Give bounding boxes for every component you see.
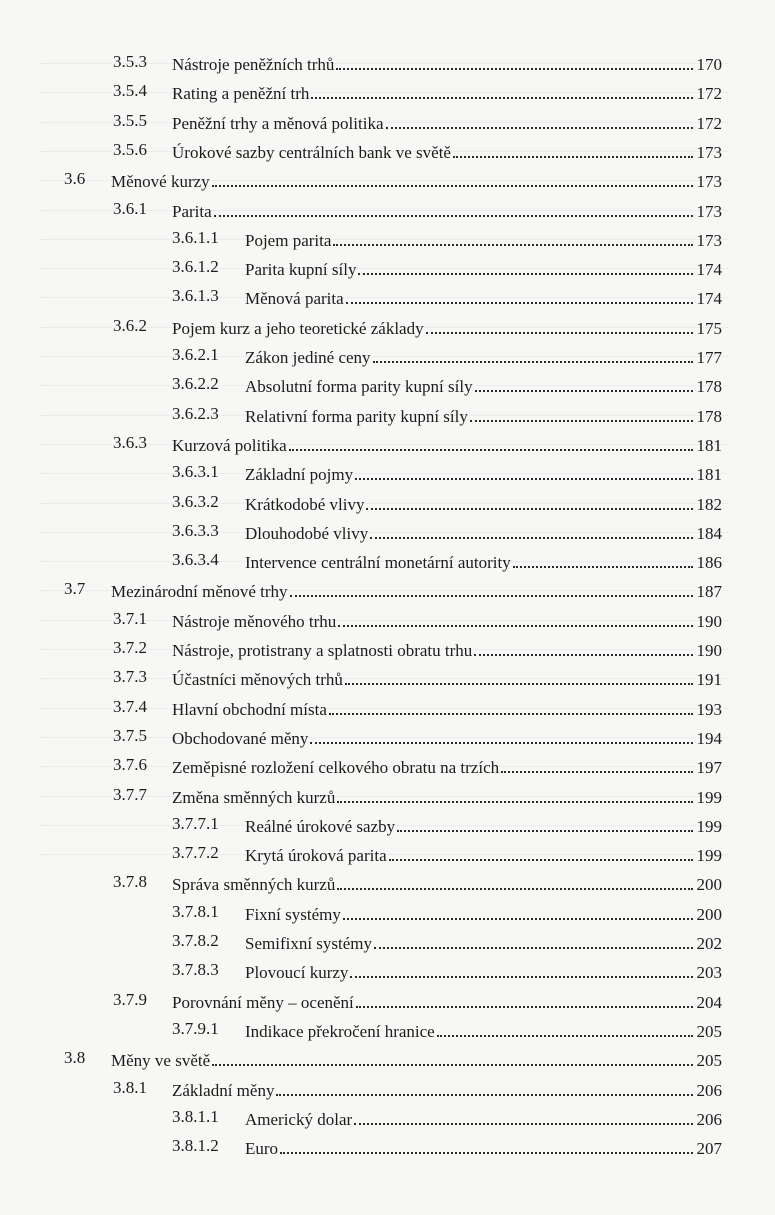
toc-entry	[0, 399, 775, 429]
toc-entry-page: 191	[696, 670, 722, 689]
toc-entry-number: 3.7.9.1	[172, 1019, 219, 1038]
dot-leader	[345, 662, 693, 685]
toc-entry-line	[245, 926, 722, 956]
toc-entry	[0, 1131, 775, 1161]
toc-entry-line	[245, 516, 722, 546]
toc-entry-line	[245, 223, 722, 253]
dot-leader	[356, 985, 693, 1008]
toc-entry-line	[172, 750, 722, 780]
toc-entry-number: 3.6.3.2	[172, 492, 219, 511]
dot-leader	[366, 487, 693, 510]
toc-entry	[0, 692, 775, 722]
toc-entry-number: 3.7.7.1	[172, 814, 219, 833]
toc-entry-line	[111, 164, 722, 194]
toc-entry-line	[245, 955, 722, 985]
toc-entry-line	[172, 867, 722, 897]
toc-entry	[0, 1014, 775, 1044]
toc-entry-number: 3.5.3	[113, 52, 147, 71]
dot-leader	[426, 311, 693, 334]
toc-entry-page: 190	[696, 612, 722, 631]
dot-leader	[333, 223, 693, 246]
toc-entry-title: Absolutní forma parity kupní síly	[245, 377, 473, 396]
toc-entry-line	[172, 985, 722, 1015]
toc-entry	[0, 281, 775, 311]
dot-leader	[212, 164, 693, 187]
toc-entry	[0, 1102, 775, 1132]
toc-entry	[0, 106, 775, 136]
toc-entry-number: 3.7.8.3	[172, 960, 219, 979]
toc-entry-number: 3.7.6	[113, 755, 147, 774]
toc-entry-line	[172, 76, 722, 106]
toc-entry-page: 197	[696, 758, 722, 777]
toc-entry-line	[172, 721, 722, 751]
dot-leader	[437, 1014, 693, 1037]
dot-leader	[350, 955, 693, 978]
dot-leader	[336, 47, 693, 70]
toc-entry-title: Nástroje, protistrany a splatnosti obratu trhu	[172, 641, 473, 660]
toc-entry-number: 3.6.2	[113, 316, 147, 335]
toc-entry-page: 170	[696, 55, 722, 74]
toc-entry-line	[245, 399, 722, 429]
toc-entry	[0, 604, 775, 634]
dot-leader	[453, 135, 693, 158]
toc-entry-number: 3.6.3	[113, 433, 147, 452]
toc-entry-line	[172, 106, 722, 136]
toc-entry-number: 3.7	[64, 579, 86, 598]
dot-leader	[373, 340, 693, 363]
toc-entry	[0, 838, 775, 868]
toc-entry-page: 205	[696, 1051, 722, 1070]
toc-entry-line	[172, 692, 722, 722]
toc-entry-title: Relativní forma parity kupní síly	[245, 407, 468, 426]
toc-entry	[0, 47, 775, 77]
toc-entry-page: 178	[696, 377, 722, 396]
dot-leader	[370, 516, 693, 539]
toc-entry-number: 3.6.2.3	[172, 404, 219, 423]
toc-entry-title: Základní měny	[172, 1081, 275, 1100]
toc-entry-number: 3.7.5	[113, 726, 147, 745]
toc-entry	[0, 545, 775, 575]
toc-entry-title: Účastníci měnových trhů	[172, 670, 343, 689]
toc-entry-line	[172, 1073, 722, 1103]
dot-leader	[337, 867, 693, 890]
toc-entry	[0, 750, 775, 780]
toc-entry-title: Kurzová politika	[172, 436, 287, 455]
toc-entry-number: 3.6.2.1	[172, 345, 219, 364]
toc-entry-title: Americký dolar	[245, 1110, 353, 1129]
toc-entry-title: Plovoucí kurzy	[245, 963, 349, 982]
toc-entry-page: 205	[696, 1022, 722, 1041]
toc-entry-page: 206	[696, 1081, 722, 1100]
toc-entry-line	[245, 340, 722, 370]
toc-entry	[0, 457, 775, 487]
toc-entry-number: 3.5.5	[113, 111, 147, 130]
toc-entry-title: Parita kupní síly	[245, 260, 357, 279]
toc-entry-page: 172	[696, 114, 722, 133]
toc-entry-title: Parita	[172, 202, 212, 221]
dot-leader	[280, 1131, 693, 1154]
toc-entry-page: 173	[696, 143, 722, 162]
toc-entry-line	[245, 1014, 722, 1044]
dot-leader	[513, 545, 693, 568]
toc-entry-number: 3.6	[64, 169, 86, 188]
toc-entry-page: 175	[696, 319, 722, 338]
toc-entry-number: 3.7.3	[113, 667, 147, 686]
toc-entry	[0, 809, 775, 839]
toc-entry-title: Porovnání měny – ocenění	[172, 993, 354, 1012]
dot-leader	[470, 399, 693, 422]
toc-entry-page: 181	[696, 465, 722, 484]
toc-entry-line	[245, 809, 722, 839]
toc-entry-number: 3.7.9	[113, 990, 147, 1009]
dot-leader	[343, 897, 693, 920]
dot-leader	[276, 1073, 693, 1096]
toc-entry-page: 172	[696, 84, 722, 103]
toc-entry-line	[245, 545, 722, 575]
toc-entry-title: Krátkodobé vlivy	[245, 495, 365, 514]
toc-entry-title: Mezinárodní měnové trhy	[111, 582, 288, 601]
toc-entry-page: 203	[696, 963, 722, 982]
toc-entry-page: 207	[696, 1139, 722, 1158]
toc-entry-line	[172, 311, 722, 341]
toc-entry	[0, 926, 775, 956]
toc-entry-number: 3.8.1.1	[172, 1107, 219, 1126]
dot-leader	[289, 428, 693, 451]
toc-entry-title: Měny ve světě	[111, 1051, 211, 1070]
toc-entry-title: Nástroje měnového trhu	[172, 612, 337, 631]
toc-entry-title: Semifixní systémy	[245, 934, 373, 953]
toc-entry-page: 206	[696, 1110, 722, 1129]
toc-entry-page: 174	[696, 289, 722, 308]
toc-entry-line	[245, 1102, 722, 1132]
toc-entry-page: 199	[696, 788, 722, 807]
dot-leader	[475, 369, 693, 392]
toc-entry-line	[245, 897, 722, 927]
toc-entry-title: Hlavní obchodní místa	[172, 700, 327, 719]
toc-entry-number: 3.7.2	[113, 638, 147, 657]
toc-entry-title: Změna směnných kurzů	[172, 788, 336, 807]
dot-leader	[329, 692, 693, 715]
toc-entry	[0, 516, 775, 546]
toc-entry-title: Dlouhodobé vlivy	[245, 524, 369, 543]
toc-entry-page: 200	[696, 905, 722, 924]
dot-leader	[214, 194, 693, 217]
toc-entry-number: 3.7.7.2	[172, 843, 219, 862]
toc-entry-number: 3.7.8.1	[172, 902, 219, 921]
toc-entry-page: 193	[696, 700, 722, 719]
toc-entry-number: 3.6.3.4	[172, 550, 219, 569]
toc-entry	[0, 633, 775, 663]
toc-entry-page: 199	[696, 846, 722, 865]
toc-entry-number: 3.6.3.1	[172, 462, 219, 481]
toc-entry-title: Pojem kurz a jeho teoretické základy	[172, 319, 424, 338]
toc-entry-number: 3.6.1.3	[172, 286, 219, 305]
toc-entry	[0, 985, 775, 1015]
toc-entry	[0, 135, 775, 165]
toc-entry	[0, 1043, 775, 1073]
toc-entry-number: 3.7.1	[113, 609, 147, 628]
dot-leader	[374, 926, 693, 949]
toc-entry-line	[172, 194, 722, 224]
toc-entry-number: 3.6.1	[113, 199, 147, 218]
toc-entry-line	[245, 369, 722, 399]
toc-entry-number: 3.6.1.2	[172, 257, 219, 276]
toc-entry-number: 3.8	[64, 1048, 86, 1067]
toc-entry-line	[172, 428, 722, 458]
dot-leader	[389, 838, 693, 861]
toc-entry-page: 190	[696, 641, 722, 660]
toc-entry	[0, 340, 775, 370]
dot-leader	[355, 457, 693, 480]
toc-entry	[0, 223, 775, 253]
toc-entry-title: Správa směnných kurzů	[172, 875, 336, 894]
toc-entry	[0, 428, 775, 458]
toc-entry	[0, 164, 775, 194]
toc-entry-page: 202	[696, 934, 722, 953]
toc-entry-page: 177	[696, 348, 722, 367]
toc-entry-line	[245, 487, 722, 517]
toc-entry	[0, 487, 775, 517]
dot-leader	[346, 281, 693, 304]
toc-entry-line	[172, 662, 722, 692]
toc-entry-page: 173	[696, 231, 722, 250]
dot-leader	[354, 1102, 693, 1125]
dot-leader	[310, 721, 693, 744]
toc-entry	[0, 721, 775, 751]
toc-entry	[0, 867, 775, 897]
dot-leader	[397, 809, 693, 832]
toc-entry-line	[172, 135, 722, 165]
toc-entry-number: 3.7.8	[113, 872, 147, 891]
toc-entry-title: Intervence centrální monetární autority	[245, 553, 511, 572]
dot-leader	[311, 76, 693, 99]
toc-entry-title: Pojem parita	[245, 231, 332, 250]
dot-leader	[290, 574, 693, 597]
toc-entry-page: 186	[696, 553, 722, 572]
toc-entry-title: Obchodované měny	[172, 729, 309, 748]
toc-entry	[0, 252, 775, 282]
toc-entry	[0, 369, 775, 399]
toc-entry-title: Nástroje peněžních trhů	[172, 55, 335, 74]
dot-leader	[501, 750, 693, 773]
toc-entry	[0, 311, 775, 341]
toc-entry-page: 174	[696, 260, 722, 279]
toc-entry-page: 204	[696, 993, 722, 1012]
dot-leader	[386, 106, 694, 129]
toc-entry-page: 184	[696, 524, 722, 543]
toc-entry-title: Peněžní trhy a měnová politika	[172, 114, 384, 133]
toc-entry	[0, 574, 775, 604]
toc-entry-number: 3.7.4	[113, 697, 147, 716]
toc-entry-number: 3.5.6	[113, 140, 147, 159]
toc-entry-number: 3.8.1.2	[172, 1136, 219, 1155]
toc-entry	[0, 662, 775, 692]
toc-entry-page: 178	[696, 407, 722, 426]
toc-entry-title: Rating a peněžní trh	[172, 84, 310, 103]
toc-entry-page: 182	[696, 495, 722, 514]
toc-entry-page: 199	[696, 817, 722, 836]
toc-entry	[0, 780, 775, 810]
toc-entry-line	[172, 47, 722, 77]
toc-entry-page: 187	[696, 582, 722, 601]
toc-entry-page: 194	[696, 729, 722, 748]
toc-entry-number: 3.5.4	[113, 81, 147, 100]
dot-leader	[337, 780, 693, 803]
toc-entry-title: Krytá úroková parita	[245, 846, 387, 865]
toc-entry-title: Euro	[245, 1139, 279, 1158]
toc-entry-number: 3.6.2.2	[172, 374, 219, 393]
toc-entry-title: Základní pojmy	[245, 465, 354, 484]
toc-entry-page: 173	[696, 172, 722, 191]
toc-entry-line	[172, 604, 722, 634]
toc-entry-number: 3.6.3.3	[172, 521, 219, 540]
dot-leader	[474, 633, 693, 656]
toc-entry-number: 3.6.1.1	[172, 228, 219, 247]
dot-leader	[212, 1043, 693, 1066]
toc-entry-line	[245, 1131, 722, 1161]
toc-entry-number: 3.7.8.2	[172, 931, 219, 950]
toc-entry-page: 181	[696, 436, 722, 455]
toc-entry-title: Indikace překročení hranice	[245, 1022, 435, 1041]
dot-leader	[358, 252, 693, 275]
toc-entry-line	[111, 1043, 722, 1073]
toc-entry-line	[245, 838, 722, 868]
toc-entry-title: Měnové kurzy	[111, 172, 210, 191]
toc-entry	[0, 194, 775, 224]
toc-entry-line	[172, 780, 722, 810]
toc-entry-line	[245, 252, 722, 282]
toc-entry-line	[245, 281, 722, 311]
toc-entry-line	[111, 574, 722, 604]
toc-entry-title: Fixní systémy	[245, 905, 341, 924]
toc-entry-number: 3.8.1	[113, 1078, 147, 1097]
toc-entry-line	[172, 633, 722, 663]
toc-entry-title: Měnová parita	[245, 289, 344, 308]
toc-entry-title: Reálné úrokové sazby	[245, 817, 396, 836]
toc-entry-page: 173	[696, 202, 722, 221]
toc-entry	[0, 1073, 775, 1103]
toc-entry	[0, 955, 775, 985]
dot-leader	[338, 604, 693, 627]
toc-entry-number: 3.7.7	[113, 785, 147, 804]
toc-entry	[0, 76, 775, 106]
toc-entry-page: 200	[696, 875, 722, 894]
toc-entry-title: Zákon jediné ceny	[245, 348, 371, 367]
toc-entry-line	[245, 457, 722, 487]
toc-entry	[0, 897, 775, 927]
toc-entry-title: Úrokové sazby centrálních bank ve světě	[172, 143, 451, 162]
toc-entry-title: Zeměpisné rozložení celkového obratu na trzích	[172, 758, 500, 777]
